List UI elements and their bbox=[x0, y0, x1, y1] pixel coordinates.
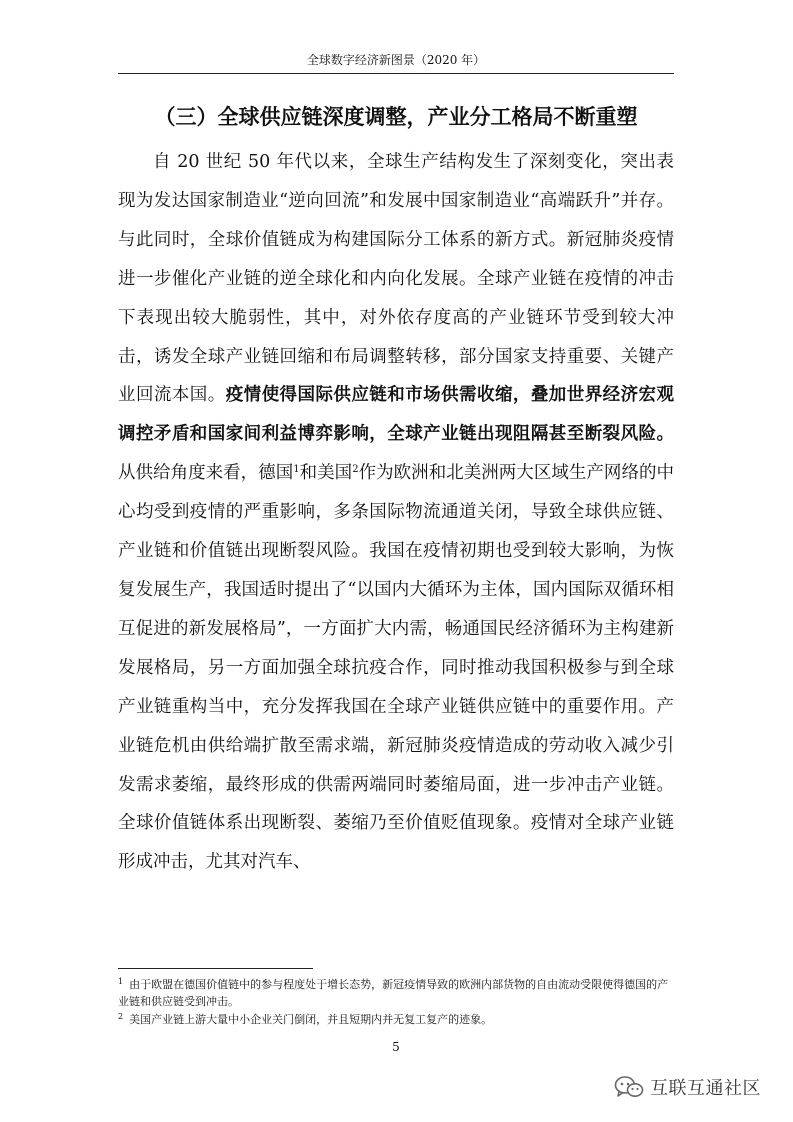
page-number: 5 bbox=[392, 1040, 400, 1054]
footnotes bbox=[118, 976, 674, 1029]
body-paragraph bbox=[118, 143, 674, 882]
wechat-icon bbox=[614, 1075, 644, 1099]
paragraph-text-3: 和美国 bbox=[299, 463, 353, 484]
paragraph-text-1: 自 20 世纪 50 年代以来，全球生产结构发生了深刻变化，突出表现为发达国家制造业“逆向回流”和发展中国家制造业“高端跃升”并存。与此同时，全球价值链成为构建国际分工体系的新方式。新冠肺炎疫情进一步催化产业链的逆全球化和内向化发展。全球产业链在疫情的冲击下表现出较大脆弱性，其中，对外依存度高的产业链环节受到较大冲击，诱发全球产业链回缩和布局调整转移，部分国家支持重要、关键产业回流本国。 bbox=[118, 152, 674, 406]
paragraph-bold-text: 疫情使得国际供应链和市场供需收缩，叠加世界经济宏观调控矛盾和国家间利益博弈影响，全球产业链出现阻隔甚至断裂风险。 bbox=[118, 385, 675, 445]
watermark bbox=[614, 1072, 761, 1102]
footnote-2 bbox=[118, 1011, 674, 1028]
footnote-ref-1[interactable]: 1 bbox=[293, 464, 300, 476]
running-header: 全球数字经济新图景（2020 年） bbox=[306, 53, 486, 67]
footnote-mark: 1 bbox=[118, 977, 124, 986]
section-heading: （三）全球供应链深度调整，产业分工格局不断重塑 bbox=[154, 105, 638, 129]
header-divider bbox=[118, 73, 674, 74]
footnote-divider bbox=[118, 968, 313, 969]
watermark-text: 互联互通社区 bbox=[650, 1078, 761, 1099]
footnote-text: 由于欧盟在德国价值链中的参与程度处于增长态势，新冠疫情导致的欧洲内部货物的自由流动受限使得德国的产业链和供应链受到冲击。 bbox=[118, 978, 669, 1008]
footnote-1 bbox=[118, 976, 674, 1010]
paragraph-text-2: 从供给角度来看，德国 bbox=[118, 463, 294, 484]
footnote-mark: 2 bbox=[118, 1012, 124, 1021]
paragraph-text-4: 作为欧洲和北美洲两大区域生产网络的中心均受到疫情的严重影响，多条国际物流通道关闭，导致全球供应链、产业链和价值链出现断裂风险。我国在疫情初期也受到较大影响，为恢复发展生产，我国适时提出了“以国内大循环为主体，国内国际双循环相互促进的新发展格局”，一方面扩大内需，畅通国民经济循环为主构建新发展格局，另一方面加强全球抗疫合作，同时推动我国积极参与到全球产业链重构当中，充分发挥我国在全球产业链供应链中的重要作用。产业链危机由供给端扩散至需求端，新冠肺炎疫情造成的劳动收入减少引发需求萎缩，最终形成的供需两端同时萎缩局面，进一步冲击产业链。全球价值链体系出现断裂、萎缩乃至价值贬值现象。疫情对全球产业链形成冲击，尤其对汽车、 bbox=[118, 463, 674, 873]
footnote-ref-2[interactable]: 2 bbox=[352, 464, 359, 476]
footnote-text: 美国产业链上游大量中小企业关门倒闭，并且短期内并无复工复产的迹象。 bbox=[129, 1013, 493, 1026]
